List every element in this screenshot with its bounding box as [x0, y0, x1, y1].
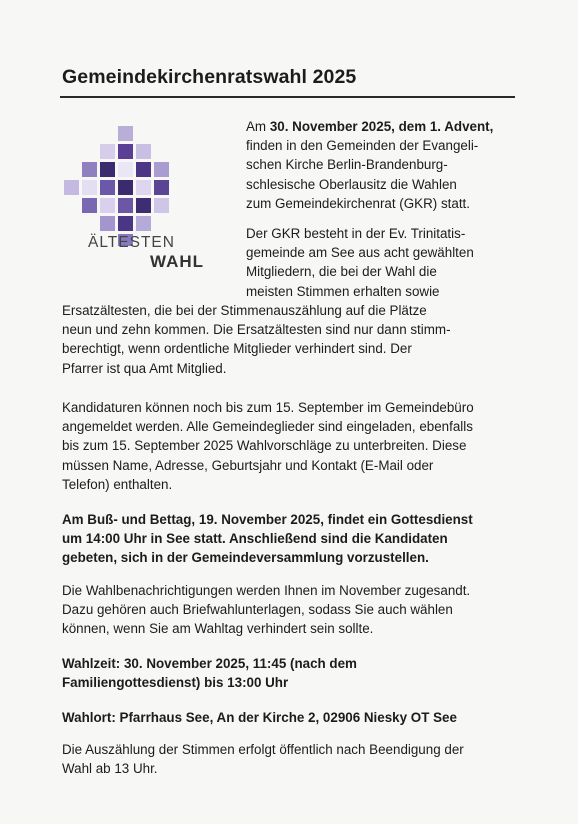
intro-line: finden in den Gemeinden der Evangeli-	[246, 138, 479, 154]
intro-paragraph	[246, 117, 493, 213]
notice-paragraph	[62, 581, 470, 639]
gkr-paragraph-top	[246, 224, 474, 301]
service-line: Am Buß- und Bettag, 19. November 2025, findet ein Gottesdienst	[62, 512, 473, 527]
intro-prefix: Am	[246, 119, 270, 134]
intro-line: zum Gemeindekirchenrat (GKR) statt.	[246, 195, 470, 211]
logo-text-aeltesten: ÄLTESTEN	[88, 234, 175, 251]
service-line: gebeten, sich in der Gemeindeversammlung vorzustellen.	[62, 550, 429, 566]
intro-date: 30. November 2025, dem 1. Advent,	[269, 119, 494, 134]
candidates-line: Kandidaturen können noch bis zum 15. September im Gemeindebüro	[62, 400, 474, 415]
gkr-line: berechtigt, wenn ordentliche Mitglieder verhindert sind. Der	[62, 341, 412, 357]
count-line: Wahl ab 13 Uhr.	[62, 761, 158, 777]
notice-line: können, wenn Sie am Wahltag verhindert sein sollte.	[62, 621, 374, 637]
intro-line: schlesische Oberlausitz die Wahlen	[246, 176, 457, 192]
gkr-line: gemeinde am See aus acht gewählten	[246, 245, 474, 261]
candidates-line: Telefon) enthalten.	[62, 476, 173, 492]
count-paragraph	[62, 740, 464, 778]
wahlzeit-line: Wahlzeit: 30. November 2025, 11:45 (nach dem	[62, 656, 357, 671]
candidates-line: müssen Name, Adresse, Geburtsjahr und Kontakt (E-Mail oder	[62, 457, 434, 473]
gkr-line: meisten Stimmen erhalten sowie	[246, 283, 440, 299]
service-line: um 14:00 Uhr in See statt. Anschließend sind die Kandidaten	[62, 531, 448, 547]
candidates-line: angemeldet werden. Alle Gemeindeglieder sind eingeladen, ebenfalls	[62, 419, 473, 435]
gkr-line: Der GKR besteht in der Ev. Trinitatis-	[246, 226, 466, 241]
page-title: Gemeindekirchenratswahl 2025	[62, 66, 357, 88]
wahlort-paragraph	[62, 708, 457, 727]
candidates-paragraph	[62, 398, 474, 494]
intro-line: schen Kirche Berlin-Brandenburg-	[246, 157, 448, 173]
candidates-line: bis zum 15. September 2025 Wahlvorschläge zu unterbreiten. Diese	[62, 438, 467, 454]
gkr-line: Pfarrer ist qua Amt Mitglied.	[62, 360, 227, 376]
notice-line: Die Wahlbenachrichtigungen werden Ihnen im November zugesandt.	[62, 583, 471, 598]
gkr-paragraph-bottom	[62, 301, 451, 378]
count-line: Die Auszählung der Stimmen erfolgt öffentlich nach Beendigung der	[62, 742, 464, 757]
wahlzeit-line: Familiengottesdienst) bis 13:00 Uhr	[62, 675, 289, 691]
gkr-line: Ersatzältesten, die bei der Stimmenauszählung auf die Plätze	[62, 303, 427, 318]
logo-text-wahl: WAHL	[150, 252, 205, 271]
wahlzeit-paragraph	[62, 654, 357, 692]
gkr-line: Mitgliedern, die bei der Wahl die	[246, 264, 437, 280]
notice-line: Dazu gehören auch Briefwahlunterlagen, sodass Sie auch wählen	[62, 602, 453, 618]
title-underline	[60, 96, 515, 98]
service-paragraph	[62, 510, 473, 568]
gkr-line: neun und zehn kommen. Die Ersatzältesten sind nur dann stimm-	[62, 322, 451, 338]
wahlort-line: Wahlort: Pfarrhaus See, An der Kirche 2, 02906 Niesky OT See	[62, 710, 457, 725]
